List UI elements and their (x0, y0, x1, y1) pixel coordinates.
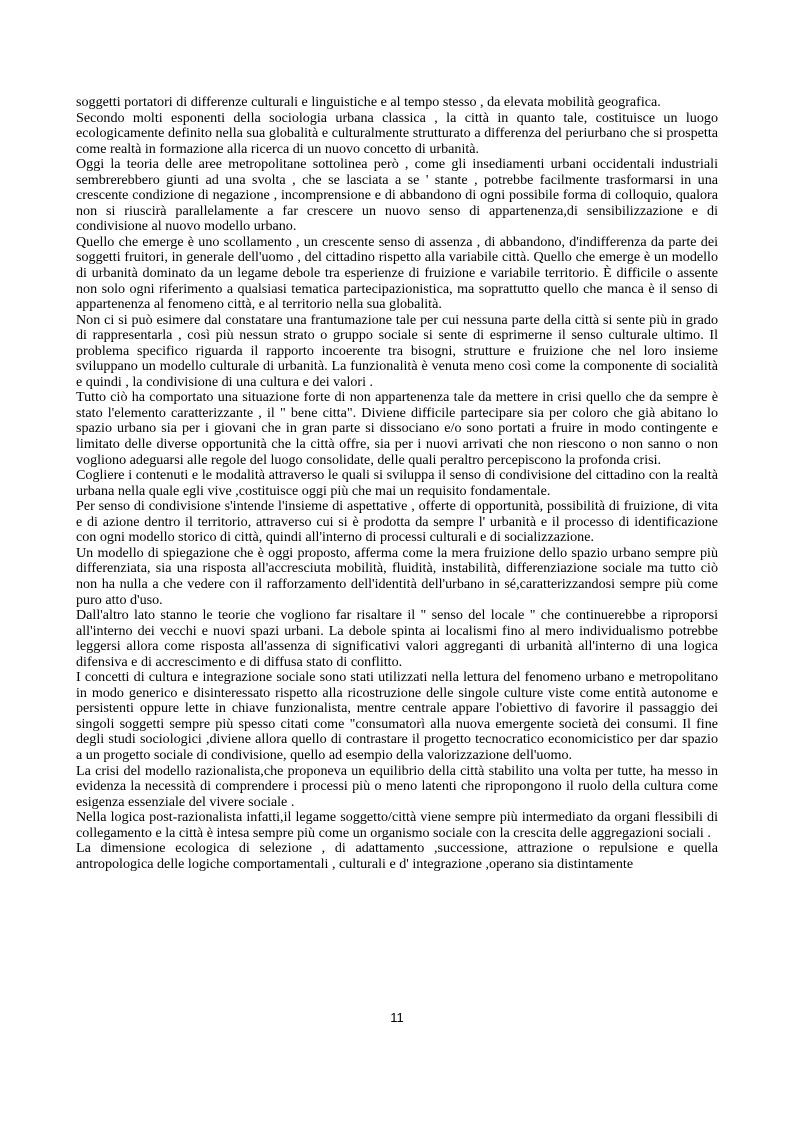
paragraph: Tutto ciò ha comportato una situazione forte di non appartenenza tale da mettere in crisi quello che da sempre è stato l'elemento caratterizzante , il " bene citta". Diviene difficile partecipare sia per coloro che già abitano lo spazio urbano sia per i giovani che in gran parte si dissociano e/o sono portati a fruire in modo contingente e limitato delle diverse opportunità che la città offre, sia per i nuovi arrivati che non riescono o non sanno o non vogliono adeguarsi alle regole del luogo consolidate, delle quali peraltro percepiscono la profonda crisi. (76, 389, 718, 468)
paragraph: Un modello di spiegazione che è oggi proposto, afferma come la mera fruizione dello spazio urbano sempre più differenziata, sia una risposta all'accresciuta mobilità, fluidità, instabilità, differenziazione sociale ma tutto ciò non ha nulla a che vedere con il rafforzamento dell'identità dell'urbano in sé,caratterizzandosi sempre più come puro atto d'uso. (76, 544, 718, 608)
paragraph: Per senso di condivisione s'intende l'insieme di aspettative , offerte di opportunità, possibilità di fruizione, di vita e di azione dentro il territorio, attraverso cui si è prodotta da sempre l' urbanità e il processo di identificazione con ogni modello storico di città, quindi all'interno di processi culturali e di socializzazione. (76, 498, 718, 546)
paragraph: Cogliere i contenuti e le modalità attraverso le quali si sviluppa il senso di condivisione del cittadino con la realtà urbana nella quale egli vive ,costituisce oggi più che mai un requisito fondamentale. (76, 467, 718, 499)
paragraph: Dall'altro lato stanno le teorie che vogliono far risaltare il " senso del locale " che continuerebbe a riproporsi all'interno dei vecchi e nuovi spazi urbani. La debole spinta ai localismi fino al mero individualismo potrebbe leggersi allora come risposta all'assenza di significativi valori aggreganti di urbanità all'interno di una logica difensiva e di accrescimento e di diffusa stato di conflitto. (76, 607, 718, 670)
paragraph: I concetti di cultura e integrazione sociale sono stati utilizzati nella lettura del fenomeno urbano e metropolitano in modo generico e disinteressato rispetto alla ricostruzione delle singole culture viste come entità autonome e persistenti oppure lette in chiave funzionalista, mentre centrale appare l'obiettivo di favorire il passaggio dei singoli soggetti sempre più spesso citati come "consumatorì alla nuova emergente società dei consumi. Il fine degli studi sociologici ,diviene allora quello di contrastare il progetto tecnocratico economicistico per dar spazio a un progetto sociale di condivisione, quello ad esempio della valorizzazione dell'uomo. (76, 669, 718, 763)
paragraph: La dimensione ecologica di selezione , di adattamento ,successione, attrazione o repulsione e quella antropologica delle logiche comportamentali , culturali e d' integrazione ,operano sia distintamente (76, 840, 718, 872)
paragraph: Nella logica post-razionalista infatti,il legame soggetto/città viene sempre più intermediato da organi flessibili di collegamento e la città è intesa sempre più come un organismo sociale con la crescita delle aggregazioni sociali . (76, 809, 718, 841)
page-number: 11 (390, 1010, 404, 1025)
paragraph: soggetti portatori di differenze culturali e linguistiche e al tempo stesso , da elevata mobilità geografica. (76, 94, 661, 110)
page-body (76, 95, 718, 872)
paragraph: La crisi del modello razionalista,che proponeva un equilibrio della città stabilito una volta per tutte, ha messo in evidenza la necessità di comprendere i processi più o meno latenti che ripropongono il ruolo della cultura come esigenza essenziale del vivere sociale . (76, 762, 718, 810)
paragraph: Non ci si può esimere dal constatare una frantumazione tale per cui nessuna parte della città si sente più in grado di rappresentarla , così più nessun strato o gruppo sociale si sente di esprimerne il senso culturale ultimo. Il problema specifico riguarda il rapporto incoerente tra bisogni, strutture e fruizione che nel loro insieme sviluppano un modello culturale di urbanità. La funzionalità è venuta meno così come la componente di socialità e quindi , la condivisione di una cultura e dei valori . (76, 311, 718, 390)
paragraph: Secondo molti esponenti della sociologia urbana classica , la città in quanto tale, costituisce un luogo ecologicamente definito nella sua globalità e culturalmente strutturato a differenza del periurbano che si prospetta come realtà in formazione alla ricerca di un nuovo concetto di urbanità. (76, 109, 718, 157)
paragraph: Oggi la teoria delle aree metropolitane sottolinea però , come gli insediamenti urbani occidentali industriali sembrerebbero giunti ad una svolta , che se lasciata a se ' stante , potrebbe facilmente trasformarsi in una crescente condizione di negazione , incomprensione e di abbandono di ogni possibile forma di colloquio, qualora non si riuscirà parallelamente a far crescere un nuovo senso di appartenenza,di sensibilizzazione e di condivisione al nuovo modello urbano. (76, 156, 718, 235)
paragraph: Quello che emerge è uno scollamento , un crescente senso di assenza , di abbandono, d'indifferenza da parte dei soggetti fruitori, in generale dell'uomo , del cittadino rispetto alla variabile città. Quello che emerge è un modello di urbanità dominato da un legame debole tra esperienze di fruizione e variabile territorio. È difficile o assente non solo ogni riferimento a qualsiasi tematica partecipazionistica, ma soprattutto quello che manca è il senso di appartenenza al fenomeno città, e al territorio nella sua globalità. (76, 233, 718, 313)
